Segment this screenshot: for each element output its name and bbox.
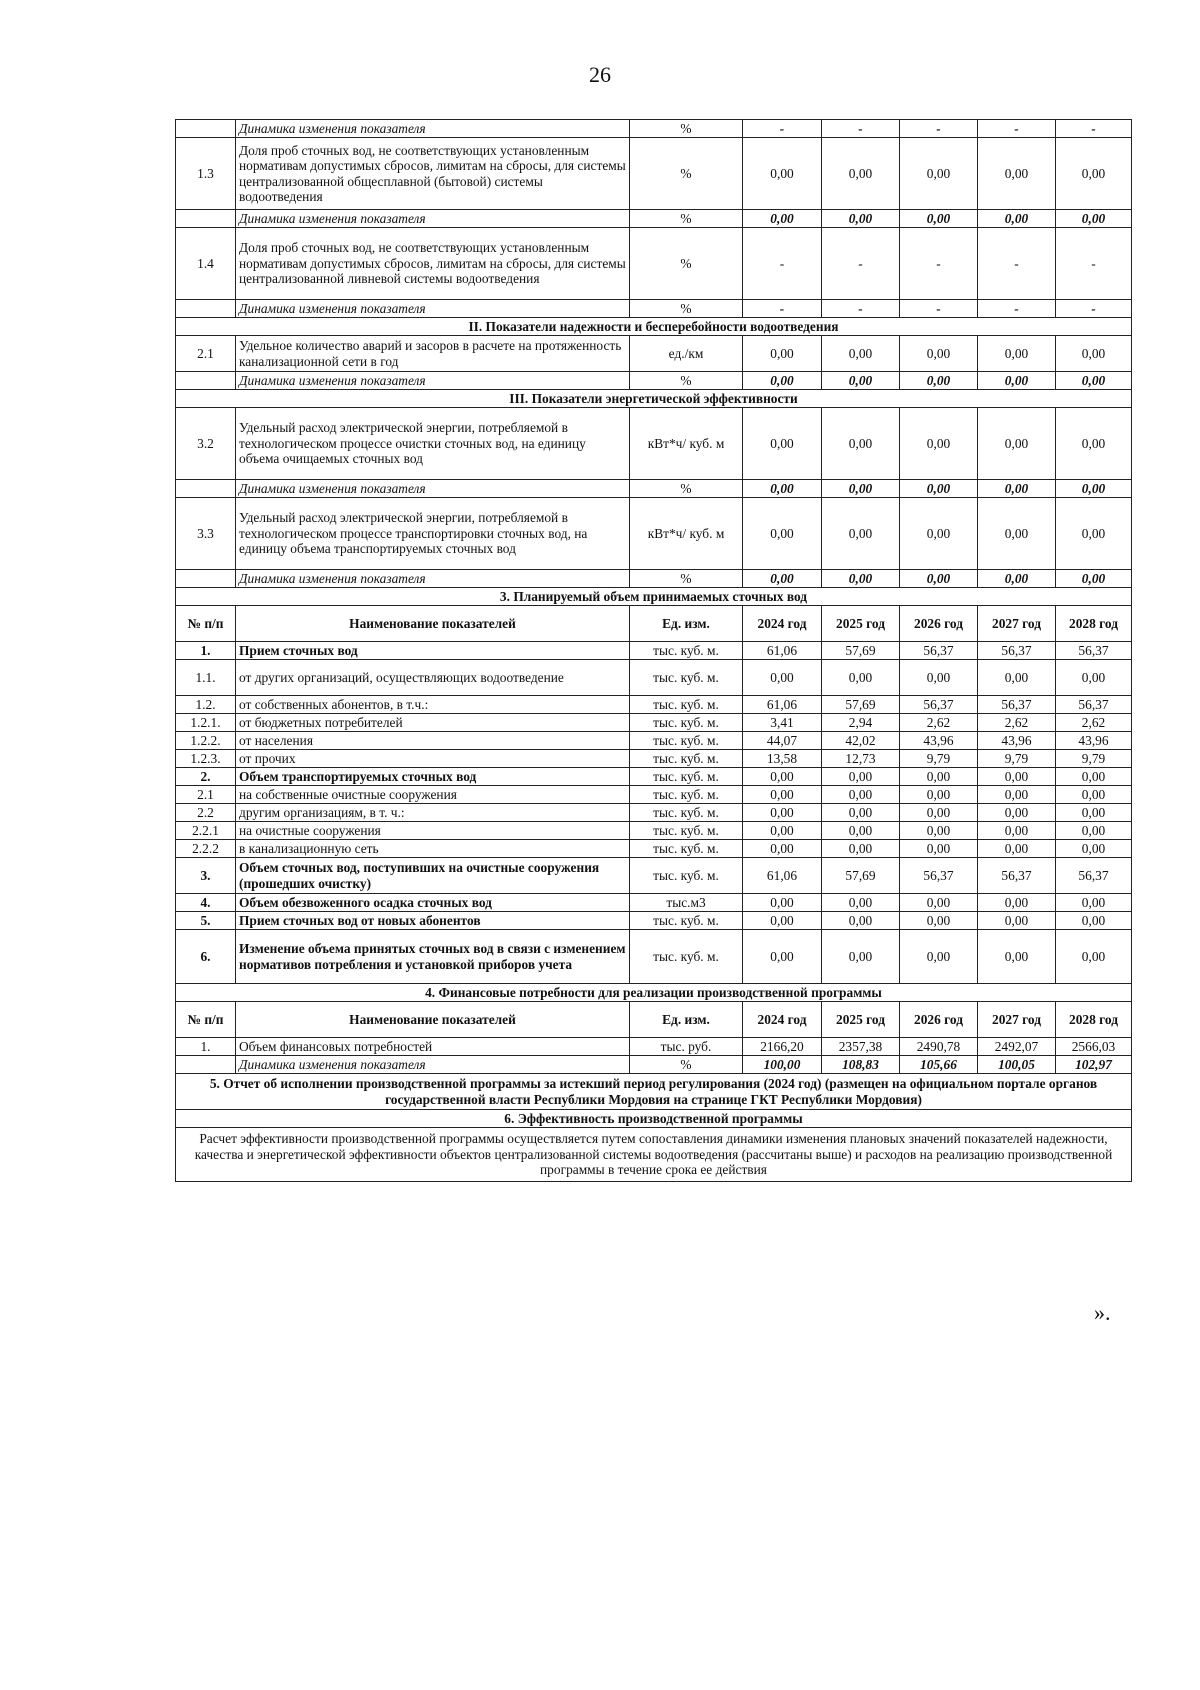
header-name: Наименование показателей bbox=[236, 606, 630, 642]
value-cell: - bbox=[822, 300, 900, 318]
indicators-table bbox=[175, 119, 1132, 1182]
dynamics-row bbox=[176, 300, 1132, 318]
indicator-name: Динамика изменения показателя bbox=[236, 120, 630, 138]
indicator-name: от бюджетных потребителей bbox=[236, 714, 630, 732]
unit-cell: тыс. куб. м. bbox=[630, 732, 743, 750]
row-number: 2.1 bbox=[176, 786, 236, 804]
value-cell: 0,00 bbox=[900, 786, 978, 804]
row-number: 1. bbox=[176, 1038, 236, 1056]
row-number: 2. bbox=[176, 768, 236, 786]
value-cell: 0,00 bbox=[822, 804, 900, 822]
value-cell: 0,00 bbox=[900, 408, 978, 480]
indicator-name: Прием сточных вод от новых абонентов bbox=[236, 912, 630, 930]
value-cell: 2,62 bbox=[900, 714, 978, 732]
indicator-row bbox=[176, 822, 1132, 840]
value-cell: 0,00 bbox=[822, 786, 900, 804]
table-header-row bbox=[176, 1002, 1132, 1038]
row-number: 1.2.3. bbox=[176, 750, 236, 768]
value-cell: 43,96 bbox=[1056, 732, 1132, 750]
value-cell: 0,00 bbox=[900, 930, 978, 984]
value-cell: 0,00 bbox=[743, 840, 822, 858]
header-year: 2028 год bbox=[1056, 606, 1132, 642]
value-cell: 56,37 bbox=[900, 642, 978, 660]
unit-cell: тыс. куб. м. bbox=[630, 912, 743, 930]
header-year: 2026 год bbox=[900, 1002, 978, 1038]
value-cell: 0,00 bbox=[743, 930, 822, 984]
indicator-name: Удельный расход электрической энергии, потребляемой в технологическом процессе транспортировки сточных вод, на единицу объема транспортируемых сточных вод bbox=[236, 498, 630, 570]
indicator-name: Динамика изменения показателя bbox=[236, 372, 630, 390]
indicator-row bbox=[176, 894, 1132, 912]
value-cell: 2166,20 bbox=[743, 1038, 822, 1056]
value-cell: 0,00 bbox=[900, 210, 978, 228]
value-cell: 57,69 bbox=[822, 696, 900, 714]
indicator-name: Динамика изменения показателя bbox=[236, 210, 630, 228]
unit-cell: тыс. куб. м. bbox=[630, 822, 743, 840]
row-number bbox=[176, 570, 236, 588]
indicator-name: Динамика изменения показателя bbox=[236, 480, 630, 498]
value-cell: 42,02 bbox=[822, 732, 900, 750]
value-cell: 0,00 bbox=[978, 804, 1056, 822]
value-cell: 0,00 bbox=[822, 408, 900, 480]
value-cell: 0,00 bbox=[743, 822, 822, 840]
indicator-row bbox=[176, 930, 1132, 984]
section-heading-row bbox=[176, 318, 1132, 336]
row-number: 1.2. bbox=[176, 696, 236, 714]
value-cell: 0,00 bbox=[1056, 570, 1132, 588]
indicator-row bbox=[176, 696, 1132, 714]
section-title: 6. Эффективность производственной программы bbox=[176, 1110, 1132, 1128]
value-cell: 57,69 bbox=[822, 642, 900, 660]
value-cell: 0,00 bbox=[743, 336, 822, 372]
section-title: III. Показатели энергетической эффективности bbox=[176, 390, 1132, 408]
unit-cell: кВт*ч/ куб. м bbox=[630, 498, 743, 570]
value-cell: 56,37 bbox=[900, 858, 978, 894]
value-cell: 9,79 bbox=[900, 750, 978, 768]
row-number: 1.2.2. bbox=[176, 732, 236, 750]
row-number bbox=[176, 210, 236, 228]
value-cell: 0,00 bbox=[1056, 498, 1132, 570]
value-cell: 0,00 bbox=[900, 894, 978, 912]
row-number: 3.3 bbox=[176, 498, 236, 570]
value-cell: - bbox=[822, 120, 900, 138]
value-cell: 43,96 bbox=[900, 732, 978, 750]
value-cell: 105,66 bbox=[900, 1056, 978, 1074]
value-cell: 0,00 bbox=[743, 786, 822, 804]
value-cell: 3,41 bbox=[743, 714, 822, 732]
value-cell: 0,00 bbox=[743, 498, 822, 570]
unit-cell: тыс. куб. м. bbox=[630, 660, 743, 696]
indicator-row bbox=[176, 498, 1132, 570]
value-cell: 12,73 bbox=[822, 750, 900, 768]
value-cell: 0,00 bbox=[1056, 660, 1132, 696]
value-cell: 0,00 bbox=[978, 372, 1056, 390]
value-cell: 0,00 bbox=[1056, 912, 1132, 930]
value-cell: 0,00 bbox=[978, 138, 1056, 210]
unit-cell: тыс. куб. м. bbox=[630, 750, 743, 768]
dynamics-row bbox=[176, 372, 1132, 390]
value-cell: 100,00 bbox=[743, 1056, 822, 1074]
value-cell: 56,37 bbox=[900, 696, 978, 714]
value-cell: 0,00 bbox=[743, 570, 822, 588]
unit-cell: % bbox=[630, 1056, 743, 1074]
value-cell: 0,00 bbox=[822, 498, 900, 570]
value-cell: - bbox=[1056, 300, 1132, 318]
value-cell: 100,05 bbox=[978, 1056, 1056, 1074]
value-cell: 0,00 bbox=[978, 210, 1056, 228]
efficiency-text-row bbox=[176, 1128, 1132, 1182]
indicator-row bbox=[176, 912, 1132, 930]
row-number: 1. bbox=[176, 642, 236, 660]
value-cell: 56,37 bbox=[1056, 858, 1132, 894]
section-6-title-row bbox=[176, 1110, 1132, 1128]
indicator-name: Динамика изменения показателя bbox=[236, 1056, 630, 1074]
value-cell: 56,37 bbox=[978, 642, 1056, 660]
value-cell: 0,00 bbox=[900, 480, 978, 498]
value-cell: 0,00 bbox=[978, 840, 1056, 858]
value-cell: 0,00 bbox=[743, 660, 822, 696]
indicator-row bbox=[176, 642, 1132, 660]
header-year: 2027 год bbox=[978, 606, 1056, 642]
unit-cell: % bbox=[630, 228, 743, 300]
report-note: 5. Отчет об исполнении производственной программы за истекший период регулирования (2024 год) (размещен на официальном портале органов государственной власти Республики Мордовия на странице ГКТ Республики Мордовия) bbox=[176, 1074, 1132, 1110]
value-cell: 0,00 bbox=[900, 372, 978, 390]
indicator-name: другим организациям, в т. ч.: bbox=[236, 804, 630, 822]
header-unit: Ед. изм. bbox=[630, 1002, 743, 1038]
value-cell: 2492,07 bbox=[978, 1038, 1056, 1056]
value-cell: 2,62 bbox=[1056, 714, 1132, 732]
row-number bbox=[176, 480, 236, 498]
dynamics-row bbox=[176, 480, 1132, 498]
unit-cell: тыс.м3 bbox=[630, 894, 743, 912]
value-cell: 0,00 bbox=[1056, 408, 1132, 480]
value-cell: 0,00 bbox=[743, 138, 822, 210]
value-cell: 0,00 bbox=[978, 768, 1056, 786]
indicator-row bbox=[176, 804, 1132, 822]
value-cell: 0,00 bbox=[1056, 804, 1132, 822]
indicator-row bbox=[176, 786, 1132, 804]
indicator-row bbox=[176, 408, 1132, 480]
value-cell: - bbox=[743, 300, 822, 318]
value-cell: 0,00 bbox=[1056, 768, 1132, 786]
value-cell: 56,37 bbox=[978, 858, 1056, 894]
indicator-row bbox=[176, 732, 1132, 750]
unit-cell: кВт*ч/ куб. м bbox=[630, 408, 743, 480]
value-cell: 0,00 bbox=[1056, 480, 1132, 498]
value-cell: 0,00 bbox=[1056, 336, 1132, 372]
value-cell: 0,00 bbox=[822, 372, 900, 390]
header-unit: Ед. изм. bbox=[630, 606, 743, 642]
row-number: 5. bbox=[176, 912, 236, 930]
value-cell: 0,00 bbox=[978, 408, 1056, 480]
row-number bbox=[176, 120, 236, 138]
unit-cell: тыс. куб. м. bbox=[630, 804, 743, 822]
header-year: 2025 год bbox=[822, 606, 900, 642]
value-cell: 0,00 bbox=[1056, 930, 1132, 984]
indicator-name: Динамика изменения показателя bbox=[236, 300, 630, 318]
indicator-row bbox=[176, 840, 1132, 858]
value-cell: 0,00 bbox=[743, 372, 822, 390]
indicator-name: Удельный расход электрической энергии, потребляемой в технологическом процессе очистки сточных вод, на единицу объема очищаемых сточных вод bbox=[236, 408, 630, 480]
unit-cell: % bbox=[630, 120, 743, 138]
value-cell: 0,00 bbox=[822, 138, 900, 210]
value-cell: 0,00 bbox=[900, 912, 978, 930]
indicator-row bbox=[176, 138, 1132, 210]
header-year: 2028 год bbox=[1056, 1002, 1132, 1038]
value-cell: 0,00 bbox=[978, 480, 1056, 498]
row-number: 2.2 bbox=[176, 804, 236, 822]
value-cell: 0,00 bbox=[743, 768, 822, 786]
value-cell: 0,00 bbox=[978, 786, 1056, 804]
value-cell: 13,58 bbox=[743, 750, 822, 768]
header-number: № п/п bbox=[176, 1002, 236, 1038]
value-cell: 0,00 bbox=[900, 336, 978, 372]
row-number: 2.2.2 bbox=[176, 840, 236, 858]
indicator-row bbox=[176, 750, 1132, 768]
value-cell: 0,00 bbox=[978, 930, 1056, 984]
value-cell: - bbox=[822, 228, 900, 300]
value-cell: 0,00 bbox=[822, 768, 900, 786]
unit-cell: % bbox=[630, 570, 743, 588]
section-heading-row bbox=[176, 390, 1132, 408]
unit-cell: % bbox=[630, 138, 743, 210]
value-cell: 0,00 bbox=[978, 336, 1056, 372]
indicator-name: от прочих bbox=[236, 750, 630, 768]
value-cell: 0,00 bbox=[900, 804, 978, 822]
dynamics-row bbox=[176, 1056, 1132, 1074]
unit-cell: % bbox=[630, 210, 743, 228]
header-year: 2027 год bbox=[978, 1002, 1056, 1038]
value-cell: - bbox=[900, 300, 978, 318]
row-number bbox=[176, 300, 236, 318]
section-title: II. Показатели надежности и бесперебойности водоотведения bbox=[176, 318, 1132, 336]
row-number: 3. bbox=[176, 858, 236, 894]
value-cell: 2490,78 bbox=[900, 1038, 978, 1056]
indicator-name: Изменение объема принятых сточных вод в связи с изменением нормативов потребления и установкой приборов учета bbox=[236, 930, 630, 984]
unit-cell: тыс. куб. м. bbox=[630, 768, 743, 786]
value-cell: 0,00 bbox=[822, 570, 900, 588]
value-cell: 0,00 bbox=[900, 660, 978, 696]
value-cell: 56,37 bbox=[1056, 642, 1132, 660]
value-cell: 0,00 bbox=[900, 768, 978, 786]
value-cell: 0,00 bbox=[822, 840, 900, 858]
value-cell: 0,00 bbox=[1056, 894, 1132, 912]
unit-cell: тыс. куб. м. bbox=[630, 840, 743, 858]
value-cell: 0,00 bbox=[743, 894, 822, 912]
indicator-name: Объем финансовых потребностей bbox=[236, 1038, 630, 1056]
row-number: 2.1 bbox=[176, 336, 236, 372]
value-cell: 0,00 bbox=[822, 822, 900, 840]
value-cell: - bbox=[978, 120, 1056, 138]
dynamics-row bbox=[176, 570, 1132, 588]
value-cell: 0,00 bbox=[822, 480, 900, 498]
value-cell: 0,00 bbox=[1056, 210, 1132, 228]
value-cell: 43,96 bbox=[978, 732, 1056, 750]
value-cell: 0,00 bbox=[743, 480, 822, 498]
value-cell: - bbox=[900, 228, 978, 300]
value-cell: 102,97 bbox=[1056, 1056, 1132, 1074]
unit-cell: тыс. куб. м. bbox=[630, 930, 743, 984]
indicator-row bbox=[176, 336, 1132, 372]
section-title: 4. Финансовые потребности для реализации производственной программы bbox=[176, 984, 1132, 1002]
value-cell: 0,00 bbox=[978, 822, 1056, 840]
unit-cell: тыс. куб. м. bbox=[630, 786, 743, 804]
value-cell: 0,00 bbox=[743, 210, 822, 228]
row-number bbox=[176, 372, 236, 390]
header-year: 2024 год bbox=[743, 606, 822, 642]
value-cell: 0,00 bbox=[822, 660, 900, 696]
value-cell: 0,00 bbox=[978, 498, 1056, 570]
page-number: 26 bbox=[589, 62, 611, 87]
value-cell: 0,00 bbox=[822, 930, 900, 984]
unit-cell: ед./км bbox=[630, 336, 743, 372]
dynamics-row bbox=[176, 120, 1132, 138]
indicator-name: Прием сточных вод bbox=[236, 642, 630, 660]
unit-cell: тыс. куб. м. bbox=[630, 858, 743, 894]
value-cell: 0,00 bbox=[978, 570, 1056, 588]
row-number: 6. bbox=[176, 930, 236, 984]
value-cell: - bbox=[978, 228, 1056, 300]
value-cell: 0,00 bbox=[900, 570, 978, 588]
indicator-row bbox=[176, 660, 1132, 696]
indicator-name: Доля проб сточных вод, не соответствующих установленным нормативам допустимых сбросов, лимитам на сбросы, для системы централизованной ливневой системы водоотведения bbox=[236, 228, 630, 300]
value-cell: - bbox=[900, 120, 978, 138]
value-cell: - bbox=[1056, 228, 1132, 300]
value-cell: 0,00 bbox=[978, 912, 1056, 930]
indicator-name: на собственные очистные сооружения bbox=[236, 786, 630, 804]
header-year: 2025 год bbox=[822, 1002, 900, 1038]
value-cell: - bbox=[978, 300, 1056, 318]
indicator-row bbox=[176, 714, 1132, 732]
unit-cell: тыс. руб. bbox=[630, 1038, 743, 1056]
value-cell: 0,00 bbox=[900, 822, 978, 840]
section-4-title-row bbox=[176, 984, 1132, 1002]
unit-cell: тыс. куб. м. bbox=[630, 696, 743, 714]
closing-quote-mark: ». bbox=[1094, 1300, 1111, 1325]
report-note-row bbox=[176, 1074, 1132, 1110]
value-cell: 108,83 bbox=[822, 1056, 900, 1074]
unit-cell: % bbox=[630, 300, 743, 318]
dynamics-row bbox=[176, 210, 1132, 228]
value-cell: 56,37 bbox=[978, 696, 1056, 714]
indicator-name: Объем сточных вод, поступивших на очистные сооружения (прошедших очистку) bbox=[236, 858, 630, 894]
row-number: 2.2.1 bbox=[176, 822, 236, 840]
indicator-name: Объем транспортируемых сточных вод bbox=[236, 768, 630, 786]
indicator-row bbox=[176, 768, 1132, 786]
value-cell: 0,00 bbox=[743, 408, 822, 480]
section-title: 3. Планируемый объем принимаемых сточных вод bbox=[176, 588, 1132, 606]
value-cell: 2566,03 bbox=[1056, 1038, 1132, 1056]
row-number: 1.4 bbox=[176, 228, 236, 300]
indicator-name: Динамика изменения показателя bbox=[236, 570, 630, 588]
unit-cell: тыс. куб. м. bbox=[630, 714, 743, 732]
header-number: № п/п bbox=[176, 606, 236, 642]
value-cell: 0,00 bbox=[978, 894, 1056, 912]
value-cell: 0,00 bbox=[900, 498, 978, 570]
header-name: Наименование показателей bbox=[236, 1002, 630, 1038]
value-cell: - bbox=[743, 120, 822, 138]
indicator-name: Доля проб сточных вод, не соответствующих установленным нормативам допустимых сбросов, лимитам на сбросы, для системы централизованной общесплавной (бытовой) системы водоотведения bbox=[236, 138, 630, 210]
value-cell: 2,62 bbox=[978, 714, 1056, 732]
value-cell: 61,06 bbox=[743, 858, 822, 894]
row-number: 1.2.1. bbox=[176, 714, 236, 732]
value-cell: 56,37 bbox=[1056, 696, 1132, 714]
value-cell: 61,06 bbox=[743, 642, 822, 660]
indicator-name: от других организаций, осуществляющих водоотведение bbox=[236, 660, 630, 696]
header-year: 2026 год bbox=[900, 606, 978, 642]
indicator-name: Удельное количество аварий и засоров в расчете на протяженность канализационной сети в год bbox=[236, 336, 630, 372]
efficiency-text: Расчет эффективности производственной программы осуществляется путем сопоставления динамики изменения плановых значений показателей надежности, качества и энергетической эффективности объектов централизованной системы водоотведения (рассчитаны выше) и расходов на реализацию производственной программы в течение срока ее действия bbox=[176, 1128, 1132, 1182]
value-cell: 0,00 bbox=[743, 912, 822, 930]
value-cell: 0,00 bbox=[822, 894, 900, 912]
value-cell: - bbox=[1056, 120, 1132, 138]
value-cell: - bbox=[743, 228, 822, 300]
value-cell: 57,69 bbox=[822, 858, 900, 894]
header-year: 2024 год bbox=[743, 1002, 822, 1038]
indicator-row bbox=[176, 1038, 1132, 1056]
value-cell: 61,06 bbox=[743, 696, 822, 714]
unit-cell: тыс. куб. м. bbox=[630, 642, 743, 660]
value-cell: 0,00 bbox=[822, 912, 900, 930]
value-cell: 2357,38 bbox=[822, 1038, 900, 1056]
unit-cell: % bbox=[630, 480, 743, 498]
indicator-name: Объем обезвоженного осадка сточных вод bbox=[236, 894, 630, 912]
indicator-name: в канализационную сеть bbox=[236, 840, 630, 858]
row-number: 4. bbox=[176, 894, 236, 912]
row-number: 1.3 bbox=[176, 138, 236, 210]
indicator-name: от собственных абонентов, в т.ч.: bbox=[236, 696, 630, 714]
value-cell: 0,00 bbox=[1056, 138, 1132, 210]
row-number: 1.1. bbox=[176, 660, 236, 696]
value-cell: 0,00 bbox=[978, 660, 1056, 696]
table-header-row bbox=[176, 606, 1132, 642]
value-cell: 9,79 bbox=[1056, 750, 1132, 768]
section-3-title-row bbox=[176, 588, 1132, 606]
value-cell: 0,00 bbox=[1056, 822, 1132, 840]
value-cell: 44,07 bbox=[743, 732, 822, 750]
indicator-name: на очистные сооружения bbox=[236, 822, 630, 840]
value-cell: 2,94 bbox=[822, 714, 900, 732]
value-cell: 0,00 bbox=[900, 840, 978, 858]
row-number: 3.2 bbox=[176, 408, 236, 480]
row-number bbox=[176, 1056, 236, 1074]
value-cell: 0,00 bbox=[822, 210, 900, 228]
value-cell: 9,79 bbox=[978, 750, 1056, 768]
indicator-row bbox=[176, 228, 1132, 300]
value-cell: 0,00 bbox=[1056, 786, 1132, 804]
value-cell: 0,00 bbox=[743, 804, 822, 822]
value-cell: 0,00 bbox=[900, 138, 978, 210]
value-cell: 0,00 bbox=[1056, 372, 1132, 390]
indicator-name: от населения bbox=[236, 732, 630, 750]
value-cell: 0,00 bbox=[822, 336, 900, 372]
indicator-row bbox=[176, 858, 1132, 894]
unit-cell: % bbox=[630, 372, 743, 390]
value-cell: 0,00 bbox=[1056, 840, 1132, 858]
